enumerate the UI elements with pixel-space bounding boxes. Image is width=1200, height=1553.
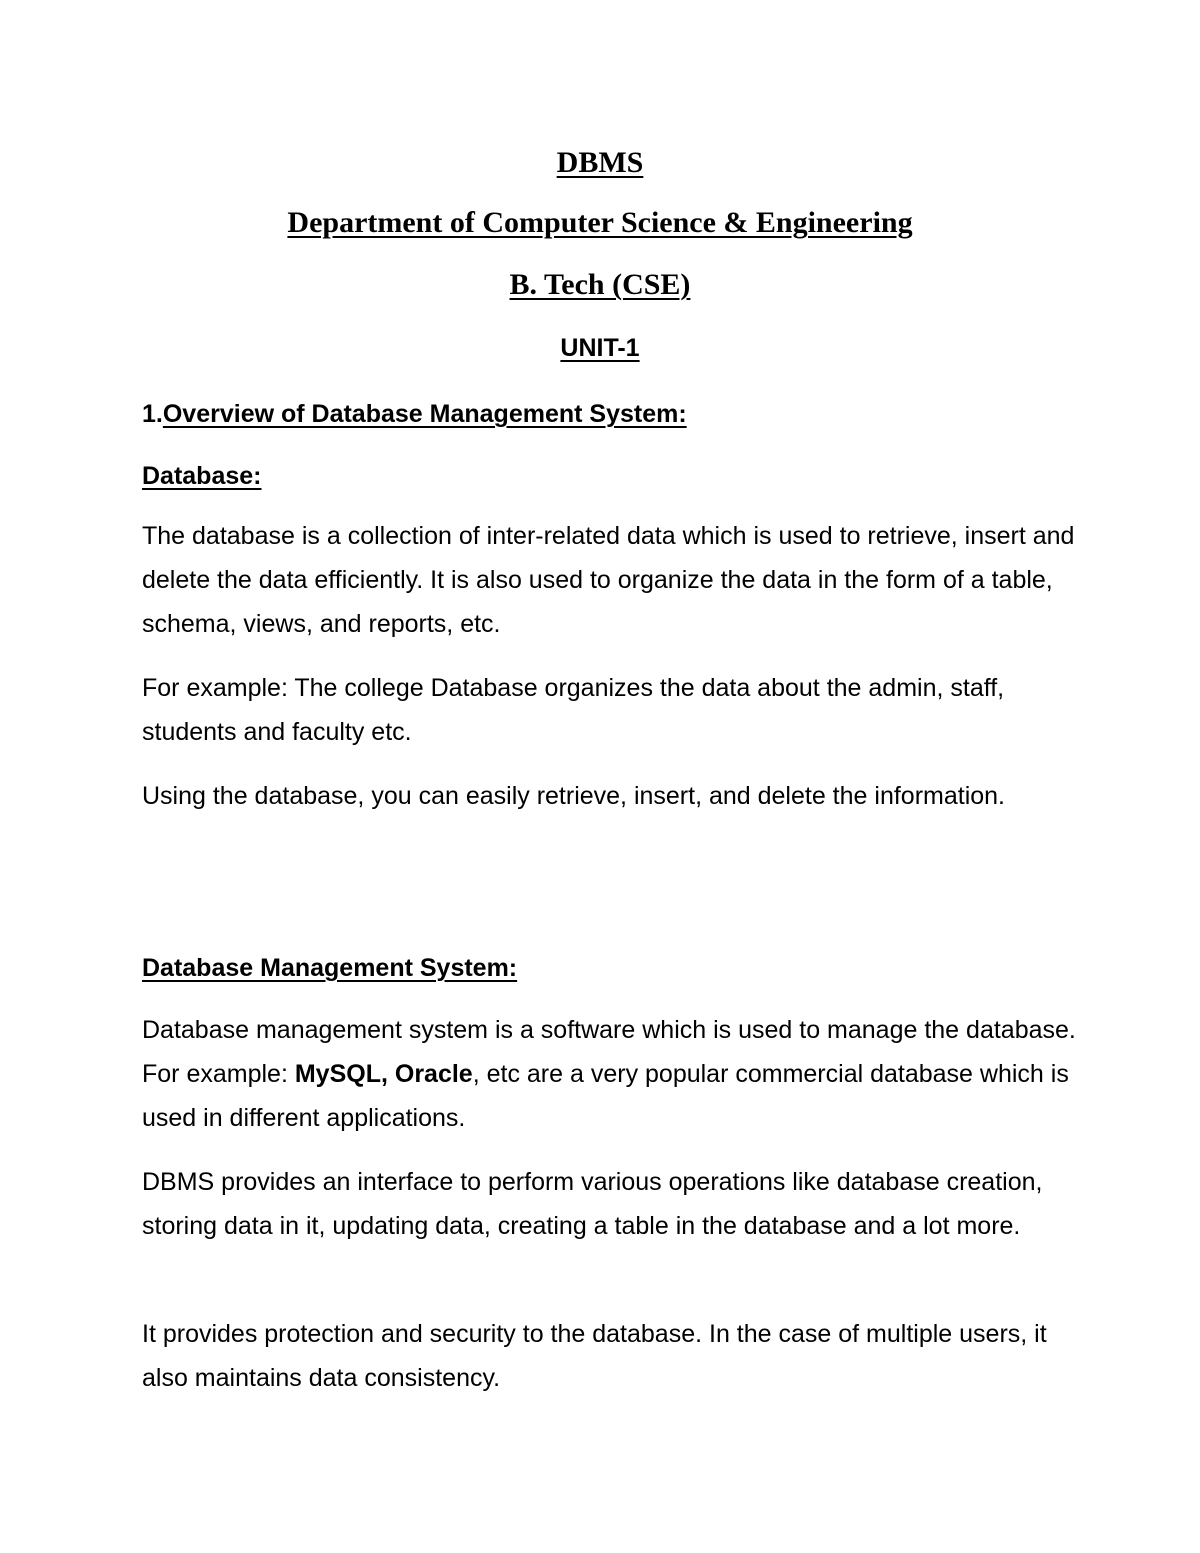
section1-title: Overview of Database Management System: [162,400,687,428]
oracle-label: Oracle [394,1060,473,1088]
dbms-para-1 [142,1008,1082,1140]
database-para-2-text: For example: The college Database organizes the data about the admin, staff, students and faculty etc. [142,674,1005,746]
mysql-label: MySQL, [294,1060,388,1088]
database-para-3-text: Using the database, you can easily retrieve, insert, and delete the information. [142,782,1006,810]
dbms-heading [142,946,1082,990]
unit-title: UNIT-1 [560,334,640,362]
database-para-1 [142,514,1082,646]
section1-heading [142,392,1082,436]
database-para-1-text: The database is a collection of inter-related data which is used to retrieve, insert and delete the data efficiently. It is also used to organize the data in the form of a table, schema, views, and reports, etc. [142,522,1075,638]
dbms-para-3-text: It provides protection and security to the database. In the case of multiple users, it also maintains data consistency. [142,1320,1047,1392]
dbms-para-1-text [142,1008,1082,1140]
dbms-para-2-text: DBMS provides an interface to perform various operations like database creation, storing data in it, updating data, creating a table in the database and a lot more. [142,1168,1043,1240]
dbms-para-1-start: Database management system is a software which is used to manage the database. For example: [142,1016,1076,1088]
dbms-para-2 [142,1160,1082,1248]
dbms-para-1-space [388,1060,395,1088]
database-heading-text: Database: [142,462,262,490]
dbms-para-1-end: , etc are a very popular commercial database which is used in different applications. [142,1060,1069,1132]
department-title: Department of Computer Science & Engineering [287,206,913,239]
dbms-heading-text: Database Management System: [142,954,518,982]
database-para-3 [142,774,1082,818]
section1-number: 1. [142,400,163,428]
database-para-2 [142,666,1082,754]
subject-title: DBMS [556,146,644,179]
dbms-para-3 [142,1312,1082,1400]
database-heading [142,454,1082,498]
program-title: B. Tech (CSE) [509,268,691,301]
